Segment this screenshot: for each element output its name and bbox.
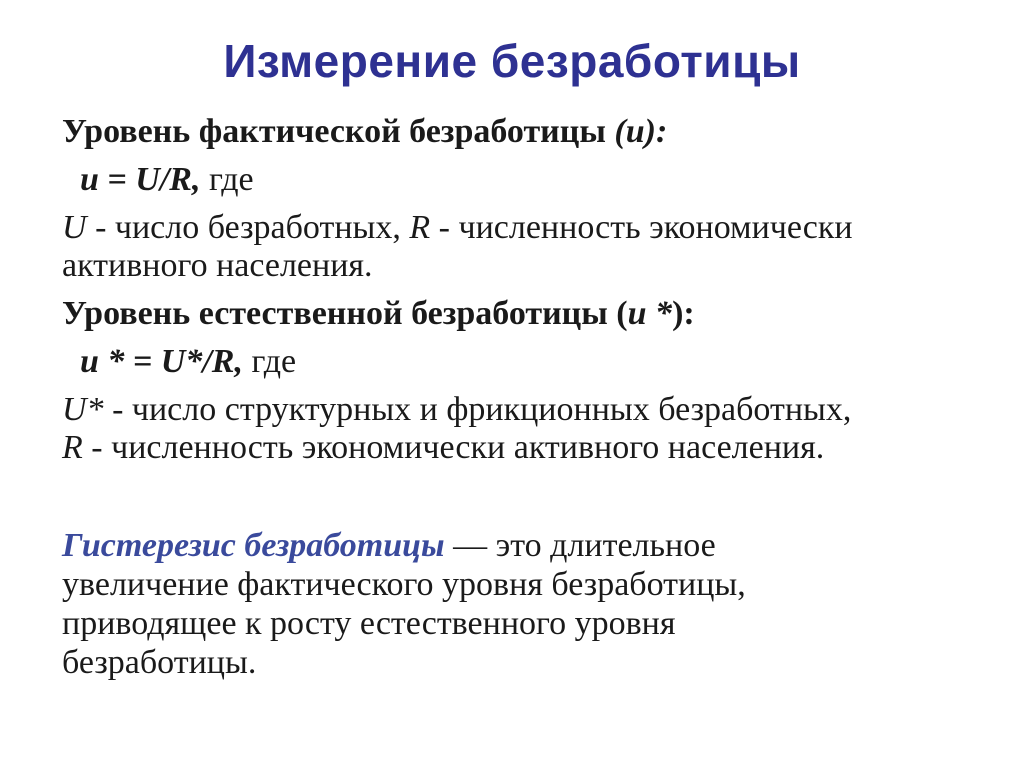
actual-heading-symbol: (u): xyxy=(614,113,668,150)
actual-heading-text: Уровень фактической безработицы xyxy=(62,113,615,150)
actual-definition-line-1 xyxy=(62,208,853,248)
actual-def-symbol-u: U xyxy=(62,209,87,246)
actual-def-text-1: - число безработных, xyxy=(86,209,410,246)
slide-title: Измерение безработицы xyxy=(223,35,801,87)
natural-definition-line-1 xyxy=(62,390,851,430)
actual-where: где xyxy=(200,161,254,198)
hysteresis-line-4: безработицы. xyxy=(62,644,257,681)
hysteresis-term: Гистерезис безработицы xyxy=(62,527,445,564)
natural-heading-text: Уровень естественной безработицы ( xyxy=(62,295,628,332)
hysteresis-text-1: это длительное xyxy=(495,527,716,564)
natural-formula-line xyxy=(80,342,296,382)
natural-heading-symbol: u * xyxy=(627,295,673,332)
actual-formula: u = U/R, xyxy=(80,161,201,198)
actual-unemployment-heading xyxy=(62,112,667,152)
natural-unemployment-heading xyxy=(62,294,695,334)
actual-def-symbol-r: R xyxy=(409,209,431,246)
actual-formula-line xyxy=(80,160,254,200)
natural-definition-line-2 xyxy=(62,428,824,468)
hysteresis-line-1 xyxy=(62,526,716,566)
natural-def-symbol-u: U* xyxy=(62,391,104,428)
natural-formula: u * = U*/R, xyxy=(80,343,243,380)
natural-where: где xyxy=(242,343,297,380)
hysteresis-dash: — xyxy=(444,527,496,564)
hysteresis-line-3: приводящее к росту естественного уровня xyxy=(62,605,676,642)
actual-definition-line-2: активного населения. xyxy=(62,247,373,284)
actual-def-text-2: - численность экономически xyxy=(430,209,853,246)
natural-def-text-2: - численность экономически активного населения. xyxy=(82,429,825,466)
natural-heading-close: ): xyxy=(672,295,695,332)
hysteresis-line-2: увеличение фактического уровня безработицы, xyxy=(62,566,746,603)
natural-def-symbol-r: R xyxy=(62,429,83,466)
natural-def-text-1: - число структурных и фрикционных безработных, xyxy=(103,391,852,428)
